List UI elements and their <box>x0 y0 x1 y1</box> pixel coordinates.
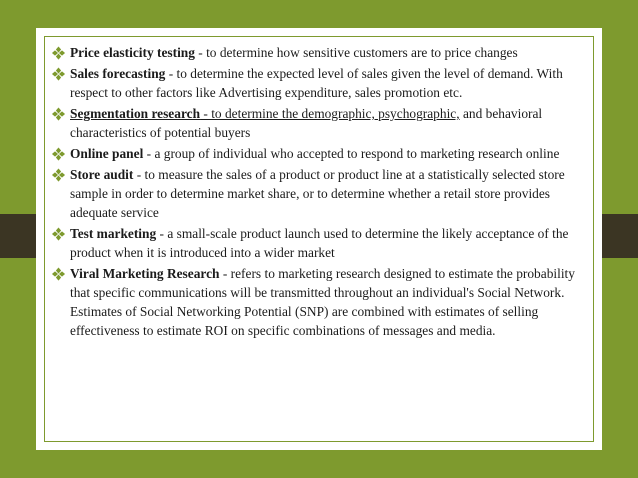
left-side-tab <box>0 214 36 258</box>
four-diamond-bullet-icon <box>51 107 66 121</box>
list-item-test-marketing <box>51 224 591 262</box>
item-description: - to determine the expected level of sales given the level of demand. With respect to other factors like Advertising expenditure, sales promotion etc. <box>70 66 563 100</box>
list-item-store-audit <box>51 165 591 222</box>
bullet-list <box>51 43 591 342</box>
four-diamond-bullet-icon <box>51 67 66 81</box>
item-description: - a group of individual who accepted to respond to marketing research online <box>143 146 560 161</box>
item-term: Store audit <box>70 167 134 182</box>
item-description: - to determine how sensitive customers are to price changes <box>194 45 518 60</box>
item-term: Viral Marketing Research <box>70 266 220 281</box>
four-diamond-bullet-icon <box>51 267 66 281</box>
list-item-sales-forecasting <box>51 64 591 102</box>
item-description: - a small-scale product launch used to determine the likely acceptance of the product when it is introduced into a wider market <box>70 226 569 260</box>
four-diamond-bullet-icon <box>51 227 66 241</box>
item-term: Segmentation research <box>70 106 201 121</box>
list-item-segmentation-research <box>51 104 591 142</box>
four-diamond-bullet-icon <box>51 46 66 60</box>
item-description: and behavioral characteristics of potential buyers <box>70 106 543 140</box>
item-description: - refers to marketing research designed to estimate the probability that specific communications will be transmitted throughout an individual's Social Network. Estimates of Social Networking Potential (SNP) are combined with estimates of selling effectiveness to estimate ROI on specific combinations of messages and media. <box>70 266 575 338</box>
list-item-online-panel <box>51 144 591 163</box>
item-description: - to measure the sales of a product or product line at a statistically selected store sample in order to determine market share, or to determine whether a retail store provides adequate service <box>70 167 565 220</box>
item-term: Test marketing <box>70 226 157 241</box>
item-term: Price elasticity testing <box>70 45 195 60</box>
four-diamond-bullet-icon <box>51 168 66 182</box>
slide-card <box>36 28 602 450</box>
four-diamond-bullet-icon <box>51 147 66 161</box>
right-side-tab <box>602 214 638 258</box>
list-item-viral-marketing-research <box>51 264 591 340</box>
item-term: Online panel <box>70 146 144 161</box>
list-item-price-elasticity <box>51 43 591 62</box>
item-term: Sales forecasting <box>70 66 166 81</box>
item-description-underlined: - to determine the demographic, psychographic, <box>200 106 460 121</box>
